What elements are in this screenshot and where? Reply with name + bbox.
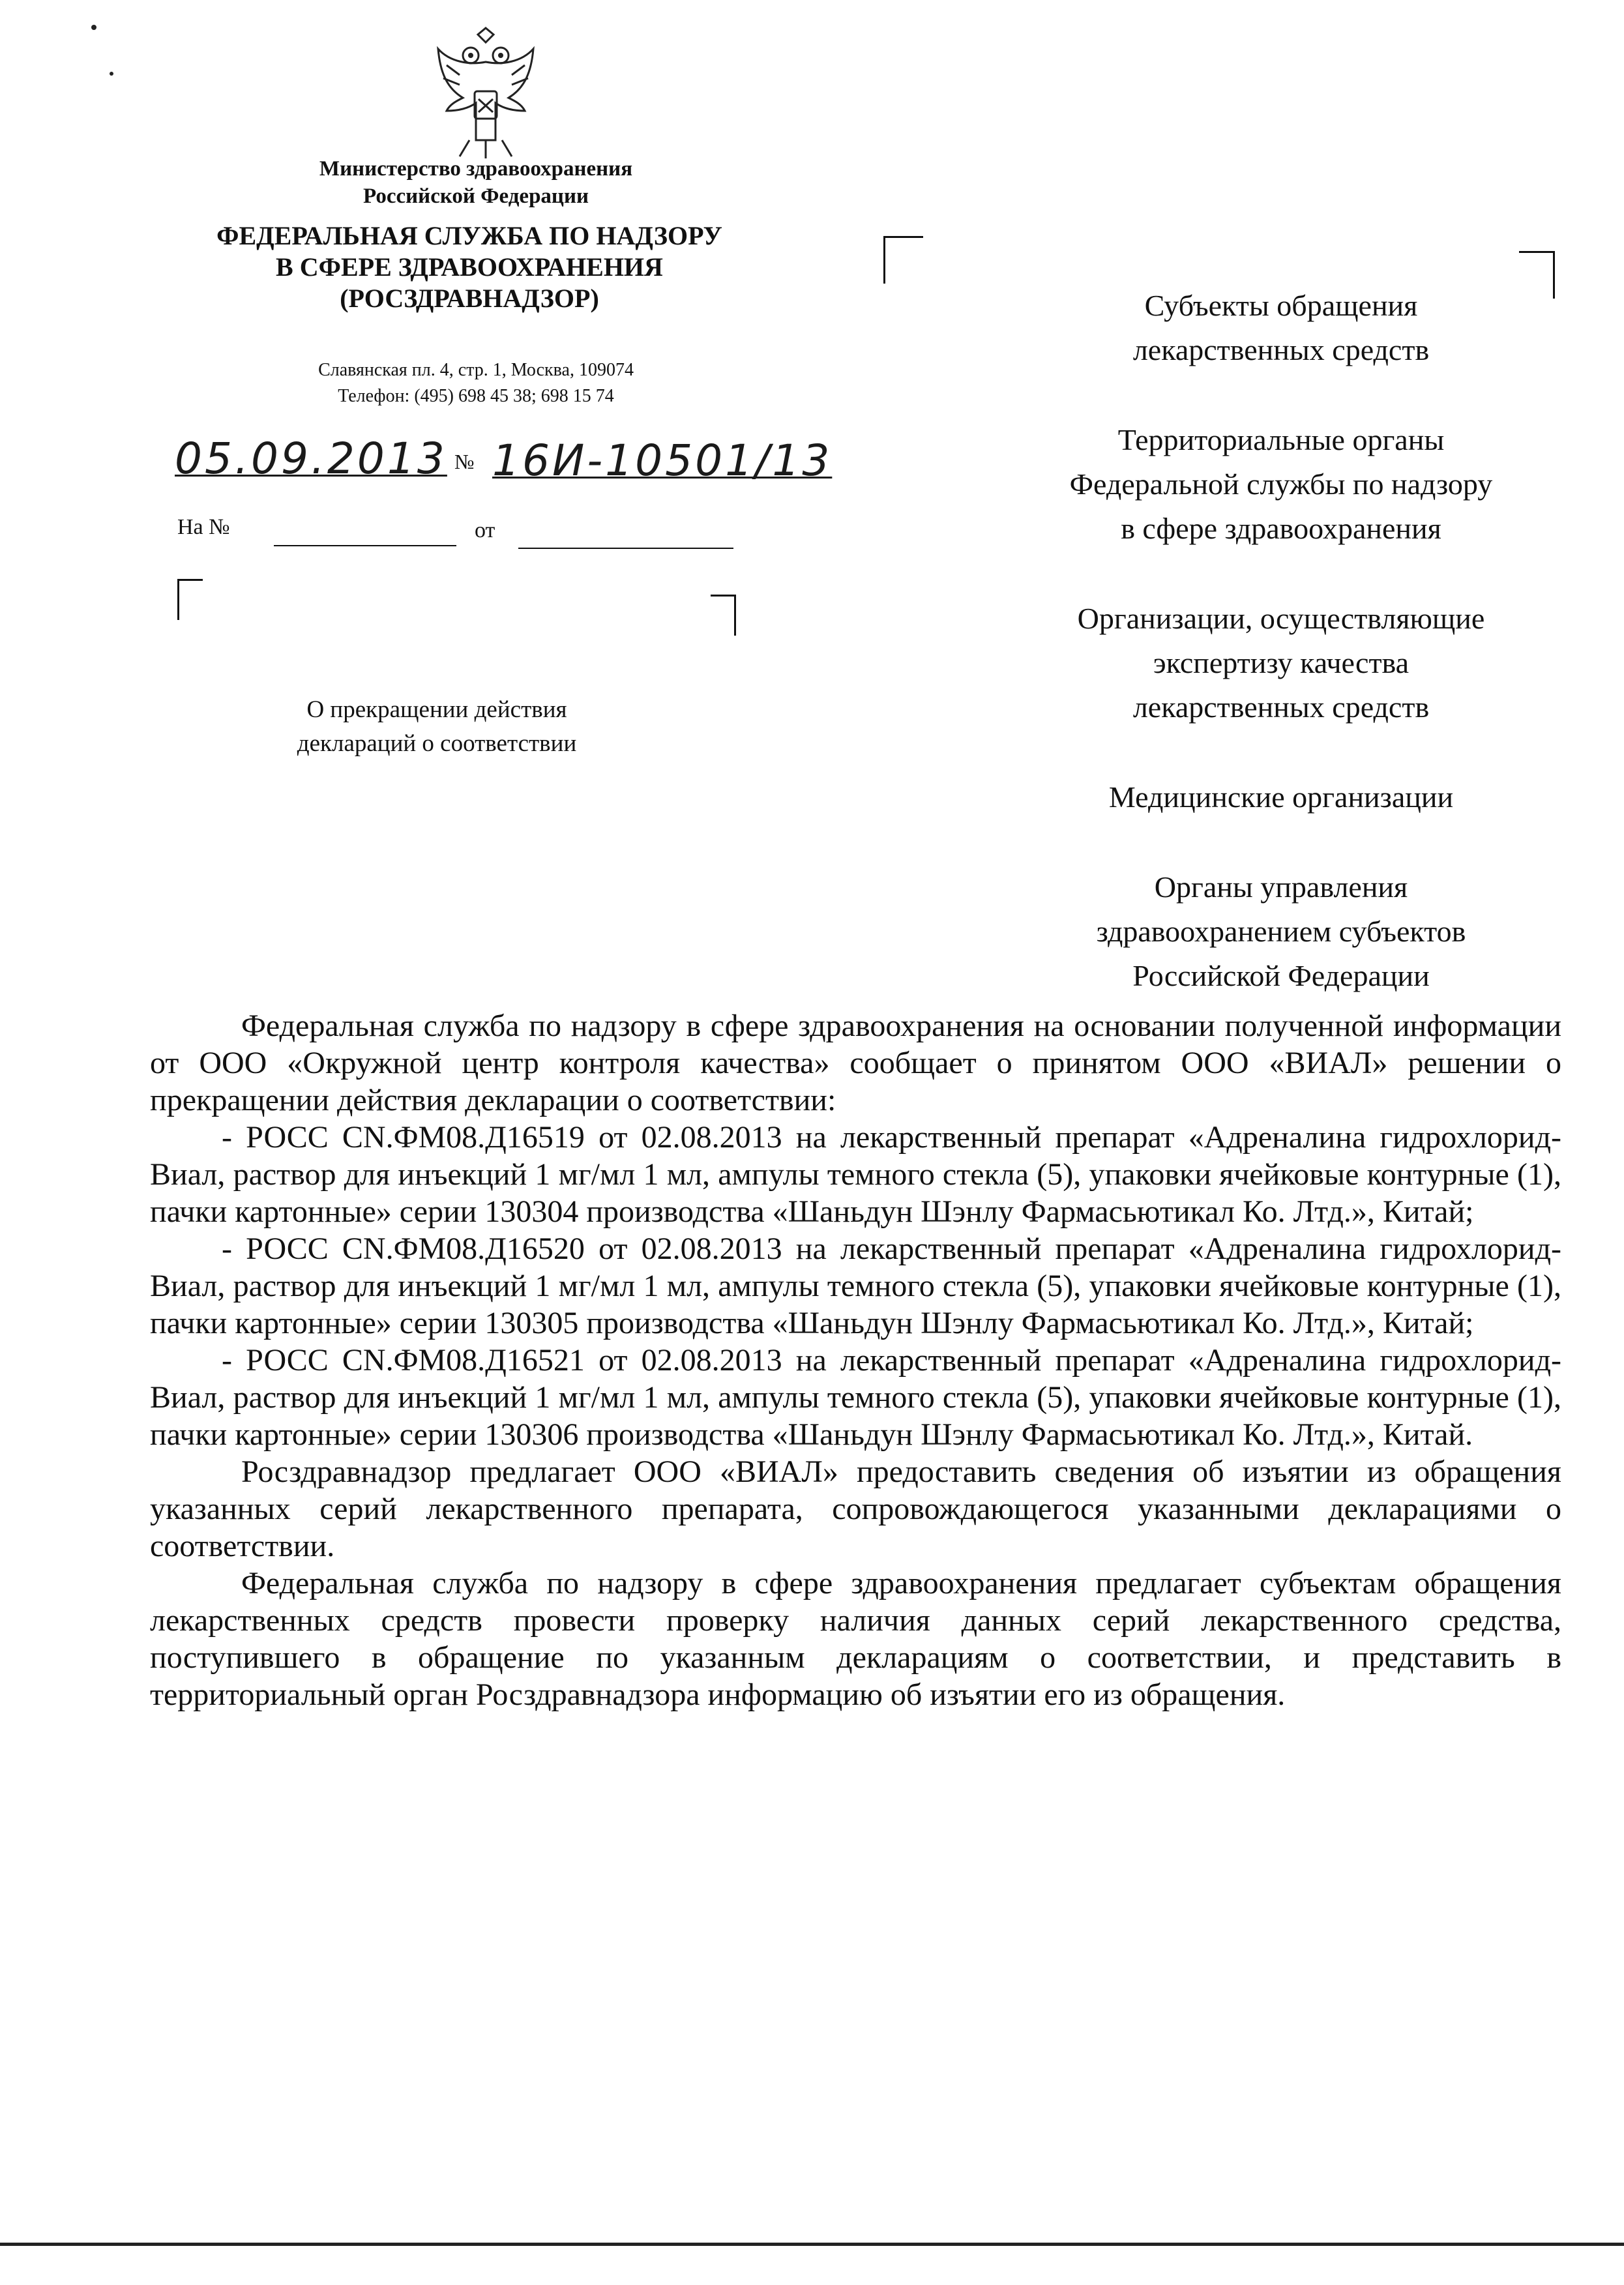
addressee-line: Российской Федерации: [1132, 959, 1430, 992]
service-line-1: ФЕДЕРАЛЬНАЯ СЛУЖБА ПО НАДЗОРУ: [216, 221, 722, 250]
declaration-item-2: - РОСС CN.ФМ08.Д16520 от 02.08.2013 на лекарственный препарат «Адреналина гидрохлорид-Виал, раствор для инъекций 1 мг/мл 1 мл, ампулы темного стекла (5), упаковки ячейковые контурные (1), пачки картонные» серии 130305 производства «Шаньдун Шэнлу Фармасьютикал Ко. Лтд.», Китай;: [150, 1231, 1561, 1340]
addressee-group: [958, 775, 1604, 819]
addressee-group: [958, 597, 1604, 730]
reply-from-label: от: [475, 518, 495, 542]
addressee-line: экспертизу качества: [1153, 646, 1410, 679]
addressee-line: Органы управления: [1154, 870, 1408, 904]
phone: Телефон: (495) 698 45 38; 698 15 74: [338, 386, 614, 406]
addressee-line: Субъекты обращения: [1144, 289, 1418, 322]
coat-of-arms-icon: [424, 26, 548, 163]
handwritten-number: 16И-10501/13: [492, 435, 833, 486]
scan-speck: [110, 72, 113, 76]
declaration-item-1: - РОСС CN.ФМ08.Д16519 от 02.08.2013 на лекарственный препарат «Адреналина гидрохлорид-Виал, раствор для инъекций 1 мг/мл 1 мл, ампулы темного стекла (5), упаковки ячейковые контурные (1), пачки картонные» серии 130304 производства «Шаньдун Шэнлу Фармасьютикал Ко. Лтд.», Китай;: [150, 1120, 1561, 1229]
number-sign: №: [454, 450, 475, 473]
reply-from-line: [518, 548, 733, 549]
addressee-group: [958, 284, 1604, 372]
service-line-3: (РОСЗДРАВНАДЗОР): [340, 284, 599, 313]
addressee-line: лекарственных средств: [1132, 333, 1430, 366]
addressee-line: Территориальные органы: [1117, 423, 1445, 456]
subject-line-2: деклараций о соответствии: [297, 730, 577, 757]
address-block: [222, 357, 730, 409]
body-paragraph-2: Росздравнадзор предлагает ООО «ВИАЛ» предоставить сведения об изъятии из обращения указанных серий лекарственного препарата, сопровождающегося указанными декларациями о соответствии.: [150, 1454, 1561, 1563]
bracket-top-right-subject: [711, 595, 736, 636]
ministry-line-2: Российской Федерации: [363, 184, 589, 208]
letter-body: [150, 1007, 1561, 1713]
body-intro: Федеральная служба по надзору в сфере здравоохранения на основании полученной информации от ООО «Окружной центр контроля качества» сообщает о принятом ООО «ВИАЛ» решении о прекращении действия декларации о соответствии:: [150, 1009, 1561, 1117]
addressee-line: лекарственных средств: [1132, 690, 1430, 724]
service-line-2: В СФЕРЕ ЗДРАВООХРАНЕНИЯ: [276, 252, 663, 282]
bracket-top-left-subject: [177, 579, 203, 620]
bracket-top-left-addressee: [883, 236, 923, 284]
addressee-line: Организации, осуществляющие: [1077, 602, 1485, 635]
letter-subject: [212, 693, 662, 761]
addressee-line: Федеральной службы по надзору: [1069, 467, 1493, 501]
reply-number-line: [274, 545, 456, 546]
addressee-line: Медицинские организации: [1108, 780, 1454, 814]
addressee-group: [958, 865, 1604, 998]
scan-edge-line: [0, 2243, 1624, 2246]
addressee-line: здравоохранением субъектов: [1096, 915, 1466, 948]
handwritten-date: 05.09.2013: [175, 434, 447, 484]
declaration-item-3: - РОСС CN.ФМ08.Д16521 от 02.08.2013 на лекарственный препарат «Адреналина гидрохлорид-Виал, раствор для инъекций 1 мг/мл 1 мл, ампулы темного стекла (5), упаковки ячейковые контурные (1), пачки картонные» серии 130306 производства «Шаньдун Шэнлу Фармасьютикал Ко. Лтд.», Китай.: [150, 1343, 1561, 1452]
service-name: [156, 220, 782, 314]
addressee-list: [958, 284, 1604, 1044]
ministry-line-1: Министерство здравоохранения: [319, 157, 633, 181]
reply-number-label: На №: [177, 515, 230, 539]
addressee-line: в сфере здравоохранения: [1121, 512, 1441, 545]
scan-speck: [91, 25, 96, 30]
ministry-name: [196, 155, 756, 210]
addressee-group: [958, 418, 1604, 551]
address: Славянская пл. 4, стр. 1, Москва, 109074: [318, 360, 634, 380]
body-paragraph-3: Федеральная служба по надзору в сфере здравоохранения предлагает субъектам обращения лекарственных средств провести проверку наличия данных серий лекарственного средства, поступившего в обращение по указанным декларациям о соответствии, и представить в территориальный орган Росздравнадзора информацию об изъятии его из обращения.: [150, 1566, 1561, 1712]
subject-line-1: О прекращении действия: [306, 696, 567, 723]
